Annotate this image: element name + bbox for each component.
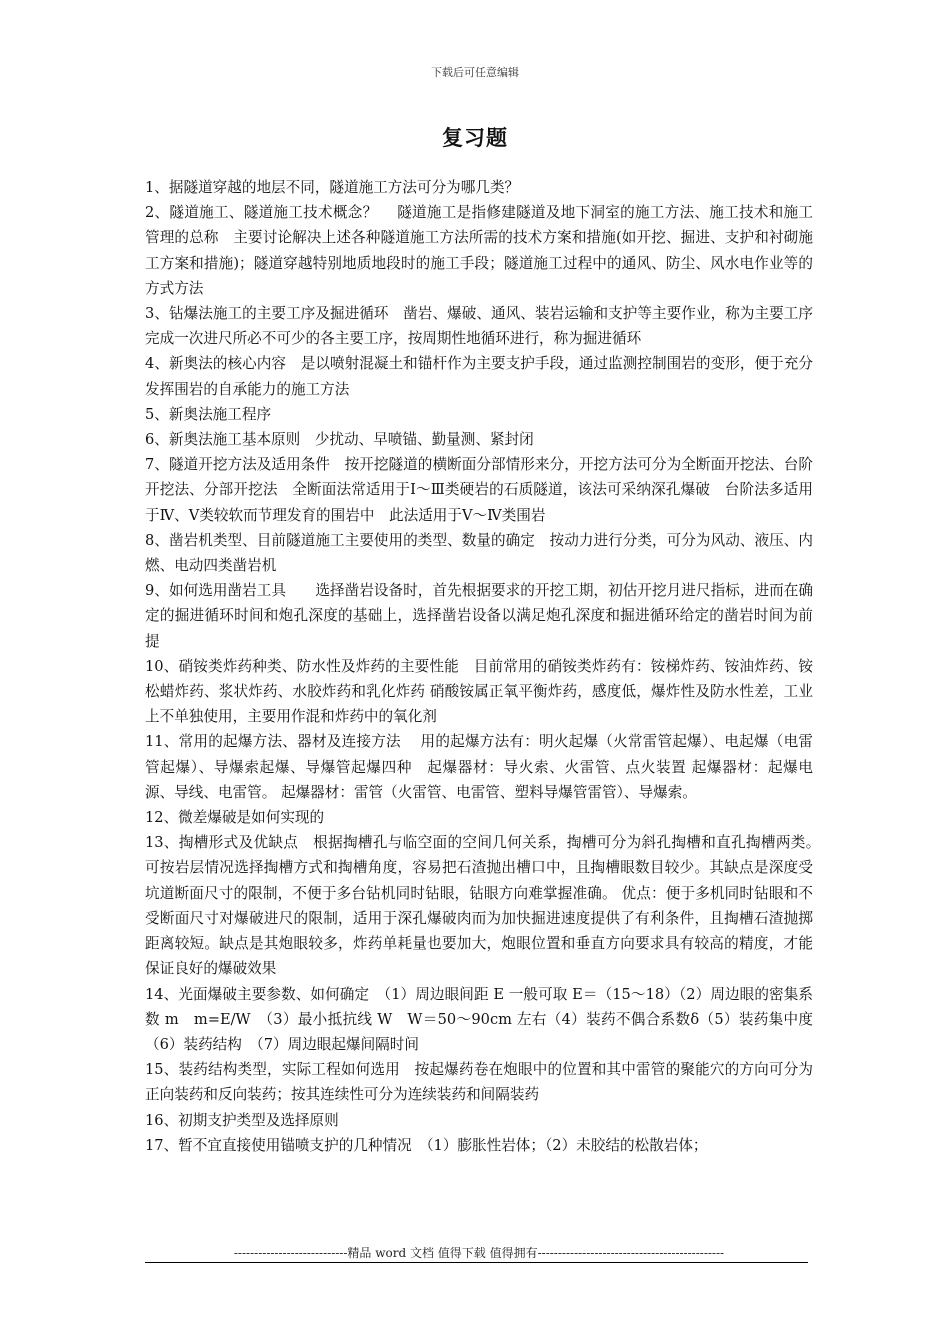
paragraph-q17: 17、暂不宜直接使用锚喷支护的几种情况 （1）膨胀性岩体；（2）未胶结的松散岩体；	[145, 1136, 708, 1154]
footer-rule	[145, 1262, 808, 1263]
paragraph-q8: 8、凿岩机类型、目前隧道施工主要使用的类型、数量的确定 按动力进行分类，可分为风动、液压、内燃、电动四类凿岩机	[145, 531, 813, 575]
paragraph-q10: 10、硝铵类炸药种类、防水性及炸药的主要性能 目前常用的硝铵类炸药有：铵梯炸药、铵油炸药、铵松蜡炸药、浆状炸药、水胶炸药和乳化炸药 硝酸铵属正氧平衡炸药，感度低，爆炸性及防水性差，工业上不单独使用，主要用作混和炸药中的氧化剂	[145, 657, 813, 726]
document-body	[145, 175, 833, 1158]
paragraph-q15: 15、装药结构类型，实际工程如何选用 按起爆药卷在炮眼中的位置和其中雷管的聚能穴的方向可分为正向装药和反向装药；按其连续性可分为连续装药和间隔装药	[145, 1061, 813, 1104]
paragraph-q7: 7、隧道开挖方法及适用条件 按开挖隧道的横断面分部情形来分，开挖方法可分为全断面开挖法、台阶开挖法、分部开挖法 全断面法常适用于Ⅰ～Ⅲ类硬岩的石质隧道，该法可采纳深孔爆破 台阶法多适用于Ⅳ、Ⅴ类较软而节理发育的围岩中 此法适用于Ⅴ～Ⅳ类围岩	[145, 456, 813, 524]
paragraph-q11: 11、常用的起爆方法、器材及连接方法 用的起爆方法有：明火起爆（火常雷管起爆）、电起爆（电雷管起爆）、导爆索起爆、导爆管起爆四种 起爆器材：导火索、火雷管、点火装置 起爆器材：起爆电源、导线、电雷管。 起爆器材：雷管（火雷管、电雷管、塑料导爆管雷管）、导爆索。	[145, 733, 813, 801]
paragraph-q5: 5、新奥法施工程序	[145, 405, 272, 423]
paragraph-q6: 6、新奥法施工基本原则 少扰动、早喷锚、勤量测、紧封闭	[145, 431, 534, 449]
paragraph-q9: 9、如何选用凿岩工具 选择凿岩设备时，首先根据要求的开挖工期，初估开挖月进尺指标，进而在确定的掘进循环时间和炮孔深度的基础上，选择凿岩设备以满足炮孔深度和掘进循环给定的凿岩时间为前提	[145, 582, 813, 650]
paragraph-q14: 14、光面爆破主要参数、如何确定 （1）周边眼间距 E 一般可取 E＝（15～18）（2）周边眼的密集系数 m m=E/W （3）最小抵抗线 W W＝50～90cm 左右（4）装药不偶合系数δ（5）装药集中度 （6）装药结构 （7）周边眼起爆间隔时间	[145, 985, 828, 1053]
paragraph-q1: 1、据隧道穿越的地层不同，隧道施工方法可分为哪几类？	[145, 179, 520, 196]
paragraph-q13: 13、掏槽形式及优缺点 根据掏槽孔与临空面的空间几何关系，掏槽可分为斜孔掏槽和直孔掏槽两类。 可按岩层情况选择掏槽方式和掏槽角度，容易把石渣抛出槽口中，且掏槽眼数目较少。其缺点是深度受坑道断面尺寸的限制，不便于多台钻机同时钻眼，钻眼方向难掌握准确。 优点：便于多机同时钻眼和不受断面尺寸对爆破进尺的限制，适用于深孔爆破肉而为加快掘进速度提供了有利条件，且掏槽石渣抛掷距离较短。缺点是其炮眼较多，炸药单耗量也要加大，炮眼位置和垂直方向要求具有较高的精度，才能保证良好的爆破效果	[145, 834, 828, 978]
paragraph-q12: 12、微差爆破是如何实现的	[145, 809, 325, 827]
page-header-note: 下载后可任意编辑	[431, 66, 519, 79]
document-title: 复习题	[442, 126, 508, 150]
paragraph-q3: 3、钻爆法施工的主要工序及掘进循环 凿岩、爆破、通风、装岩运输和支护等主要作业，称为主要工序 完成一次进尺所必不可少的各主要工序，按周期性地循环进行，称为掘进循环	[145, 305, 833, 348]
page-footer-text: ----------------------------精品 word 文档 值得下载 值得拥有----------------------------------------------	[233, 1246, 725, 1260]
paragraph-q4: 4、新奥法的核心内容 是以喷射混凝土和锚杆作为主要支护手段，通过监测控制围岩的变形，便于充分发挥围岩的自承能力的施工方法	[145, 355, 813, 398]
paragraph-q2: 2、隧道施工、隧道施工技术概念？ 隧道施工是指修建隧道及地下洞室的施工方法、施工技术和施工管理的总称 主要讨论解决上述各种隧道施工方法所需的技术方案和措施(如开挖、掘进、支护和衬砌施工方案和措施)；隧道穿越特别地质地段时的施工手段；隧道施工过程中的通风、防尘、风水电作业等的方式方法	[145, 204, 813, 297]
paragraph-q16: 16、初期支护类型及选择原则	[145, 1111, 339, 1129]
